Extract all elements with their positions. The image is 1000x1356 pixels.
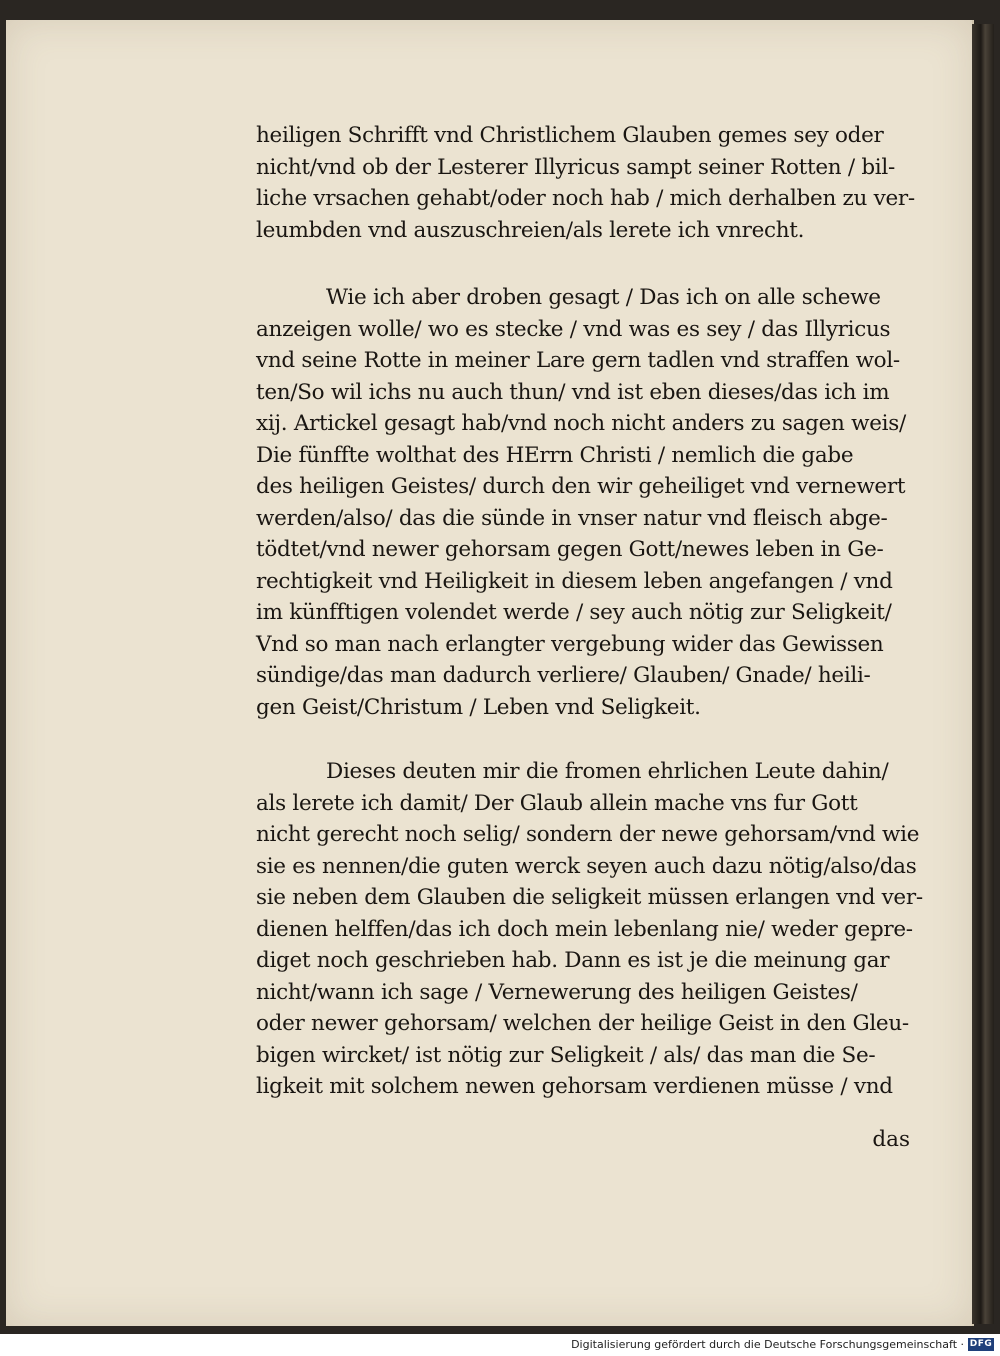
text-line: Vnd so man nach erlangter vergebung wider das Gewissen [256,631,884,657]
text-line: Dieses deuten mir die fromen ehrlichen Leute dahin/ [326,759,889,784]
text-line: oder newer gehorsam/ welchen der heilige Geist in den Gleu- [256,1011,909,1036]
text-line: werden/also/ das die sünde in vnser natur vnd fleisch abge- [256,505,888,531]
paragraph-2 [256,282,906,723]
text-line: xij. Artickel gesagt hab/vnd noch nicht anders zu sagen weis/ [256,411,906,436]
paragraph-1 [256,120,915,246]
text-line: gen Geist/Christum / Leben vnd Seligkeit. [256,694,701,720]
text-line: bigen wircket/ ist nötig zur Seligkeit / als/ das man die Se- [256,1042,876,1068]
text-line: ligkeit mit solchem newen gehorsam verdienen müsse / vnd [256,1074,893,1099]
text-line: diget noch geschrieben hab. Dann es ist je die meinung gar [256,948,890,973]
text-line: vnd seine Rotte in meiner Lare gern tadlen vnd straffen wol- [256,348,900,373]
text-line: tödtet/vnd newer gehorsam gegen Gott/newes leben in Ge- [256,537,884,562]
funding-credit: Digitalisierung gefördert durch die Deutsche Forschungsgemeinschaft · [571,1338,964,1351]
text-line: liche vrsachen gehabt/oder noch hab / mich derhalben zu ver- [256,186,915,211]
text-line: im künfftigen volendet werde / sey auch nötig zur Seligkeit/ [256,600,892,625]
text-line: leumbden vnd auszuschreien/als lerete ich vnrecht. [256,217,805,243]
footer-bar [0,1334,1000,1356]
text-line: ten/So wil ichs nu auch thun/ vnd ist eben dieses/das ich im [256,379,890,405]
dfg-logo-icon: DFG [969,1339,993,1349]
text-line: des heiligen Geistes/ durch den wir geheiliget vnd vernewert [256,474,906,499]
text-line: nicht/wann ich sage / Vernewerung des heiligen Geistes/ [256,979,858,1005]
text-line: sündige/das man dadurch verliere/ Glauben/ Gnade/ heili- [256,663,871,688]
text-line: dienen helffen/das ich doch mein lebenlang nie/ weder gepre- [256,916,913,942]
text-line: sie es nennen/die guten werck seyen auch dazu nötig/also/das [256,853,917,879]
text-line: Wie ich aber droben gesagt / Das ich on alle schewe [326,285,881,310]
text-line: Die fünffte wolthat des HErrn Christi / nemlich die gabe [256,442,854,468]
book-page [6,20,974,1326]
text-line: nicht gerecht noch selig/ sondern der newe gehorsam/vnd wie [256,822,920,847]
text-line: heiligen Schrifft vnd Christlichem Glauben gemes sey oder [256,123,884,148]
page-edge-shadow [972,24,994,1324]
text-line: als lerete ich damit/ Der Glaub allein mache vns fur Gott [256,790,858,816]
text-line: nicht/vnd ob der Lesterer Illyricus sampt seiner Rotten / bil- [256,154,895,180]
text-line: rechtigkeit vnd Heiligkeit in diesem leben angefangen / vnd [256,568,893,594]
paragraph-3 [256,756,923,1103]
text-line: anzeigen wolle/ wo es stecke / vnd was es sey / das Illyricus [256,316,891,342]
text-line: sie neben dem Glauben die seligkeit müssen erlangen vnd ver- [256,885,923,910]
catchword: das [872,1127,910,1152]
